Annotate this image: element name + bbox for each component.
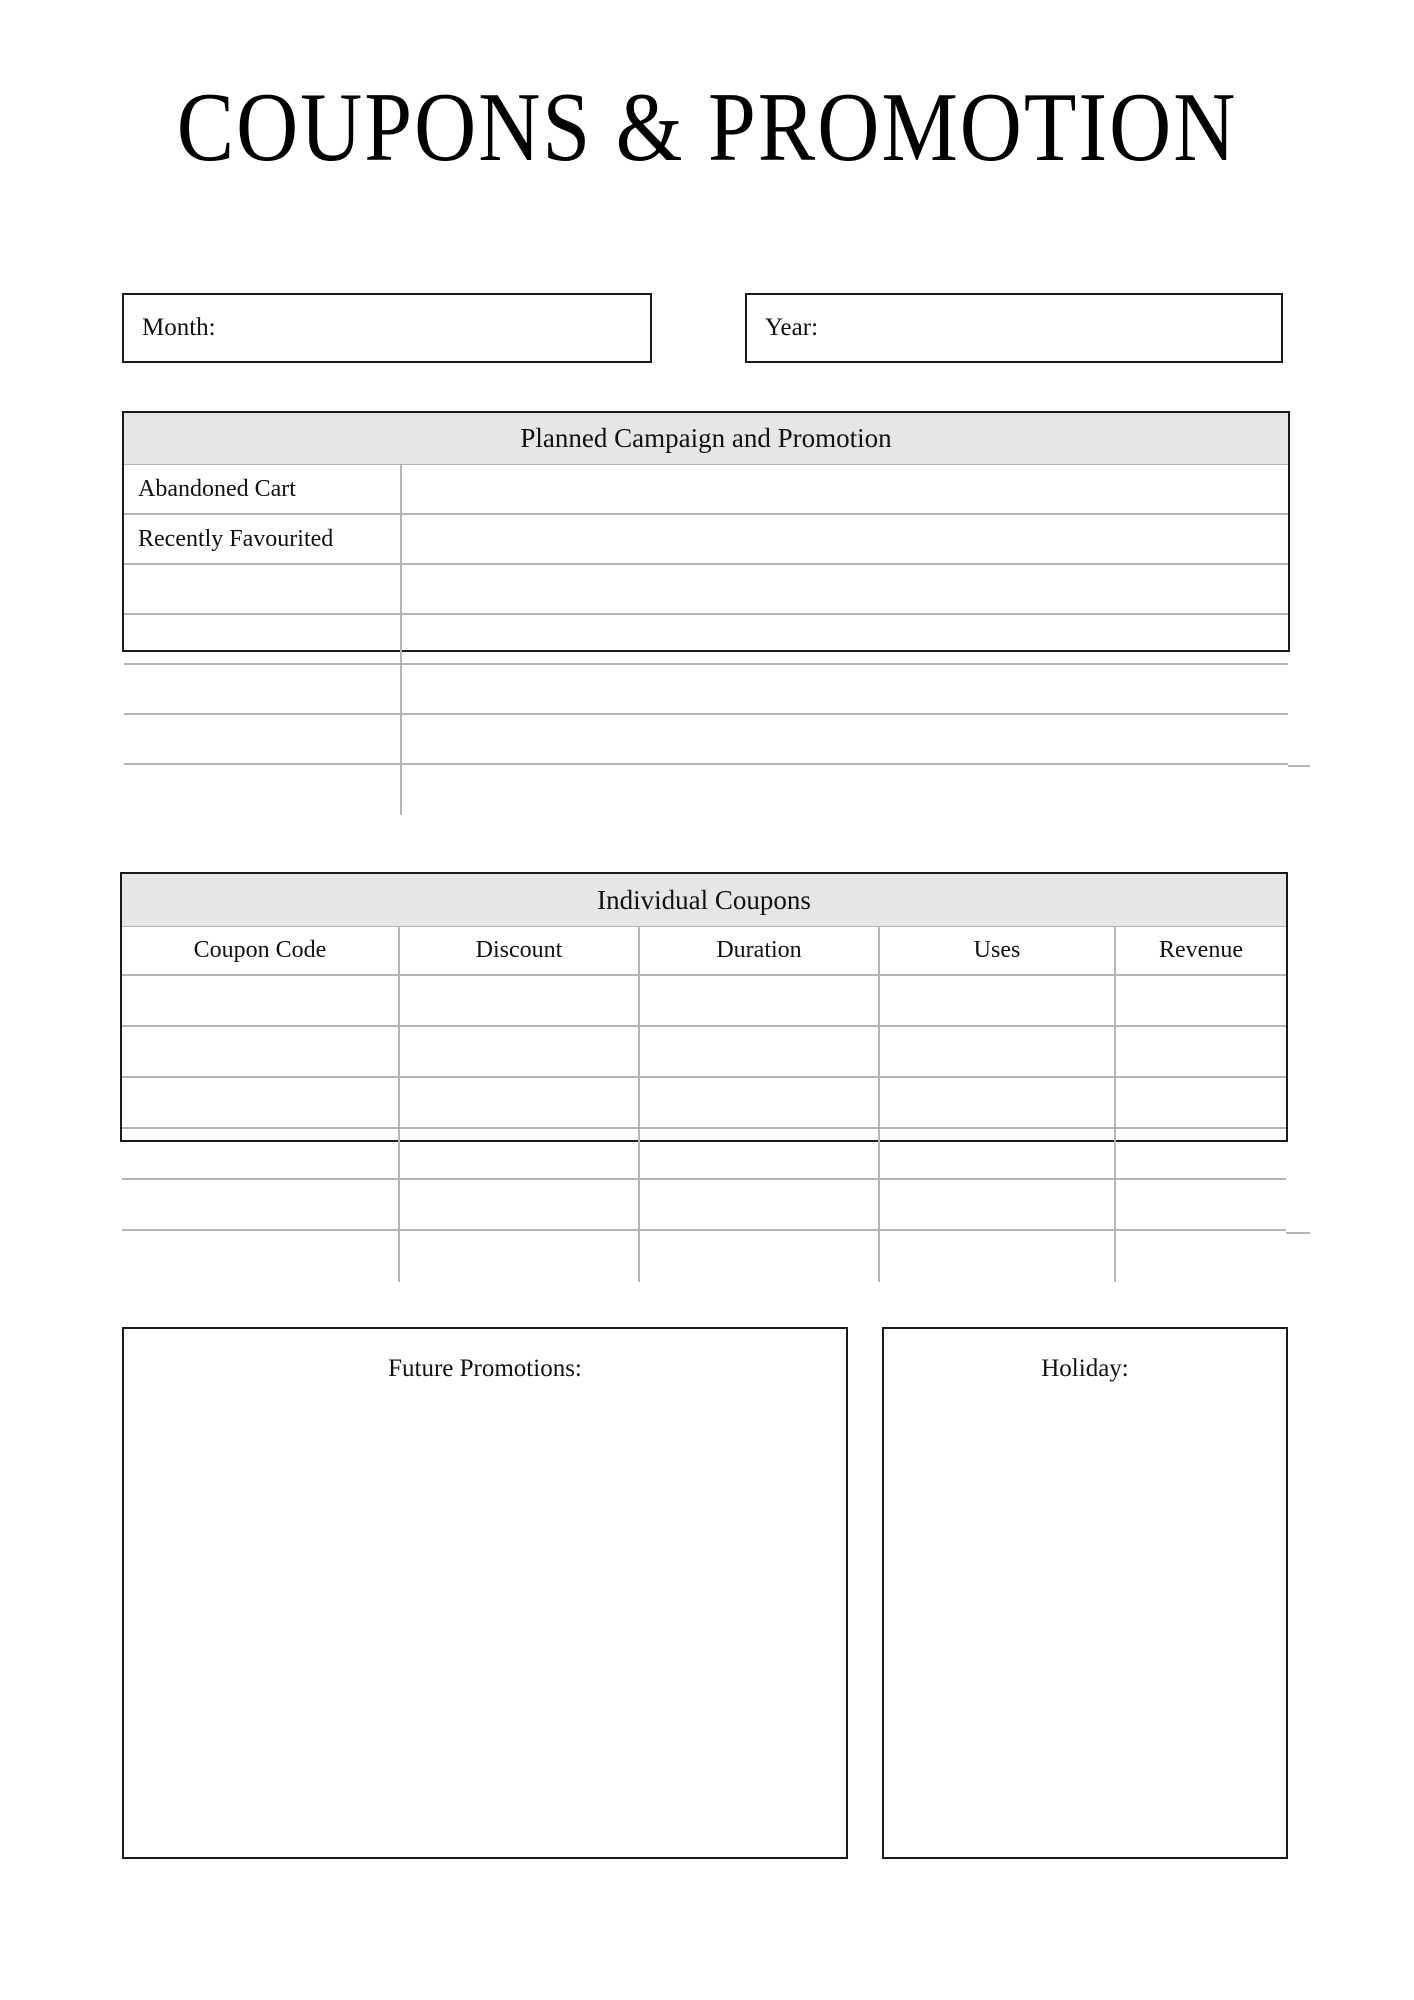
- duration-cell[interactable]: [640, 1027, 880, 1076]
- campaign-value-cell[interactable]: [402, 765, 1288, 815]
- month-field[interactable]: [122, 293, 652, 363]
- column-header-coupon-code: Coupon Code: [122, 927, 400, 974]
- grid-line-overshoot: [1288, 765, 1310, 767]
- table-row[interactable]: [124, 565, 1288, 615]
- uses-cell[interactable]: [880, 1129, 1116, 1178]
- discount-cell[interactable]: [400, 1027, 640, 1076]
- individual-coupons-banner: Individual Coupons: [122, 874, 1286, 927]
- coupon-code-cell[interactable]: [122, 976, 400, 1025]
- table-row[interactable]: [122, 1180, 1286, 1231]
- year-field[interactable]: [745, 293, 1283, 363]
- future-promotions-label: Future Promotions:: [388, 1355, 582, 1382]
- grid-line-overshoot: [1286, 1232, 1310, 1234]
- table-row[interactable]: [124, 615, 1288, 665]
- campaign-label-cell[interactable]: [124, 715, 402, 763]
- table-row[interactable]: [124, 665, 1288, 715]
- uses-cell[interactable]: [880, 1027, 1116, 1076]
- campaign-label-cell[interactable]: [124, 665, 402, 713]
- discount-cell[interactable]: [400, 1078, 640, 1127]
- column-header-uses: Uses: [880, 927, 1116, 974]
- page-title: COUPONS & PROMOTION: [176, 72, 1238, 182]
- table-row[interactable]: [124, 765, 1288, 815]
- table-row[interactable]: [122, 1129, 1286, 1180]
- uses-cell[interactable]: [880, 1231, 1116, 1282]
- individual-coupons-table: [120, 872, 1288, 1142]
- future-promotions-box[interactable]: [122, 1327, 848, 1859]
- campaign-label-cell[interactable]: [124, 565, 402, 613]
- coupon-code-cell[interactable]: [122, 1078, 400, 1127]
- month-field-label: Month:: [142, 314, 216, 341]
- duration-cell[interactable]: [640, 976, 880, 1025]
- duration-cell[interactable]: [640, 1129, 880, 1178]
- table-row[interactable]: [122, 1027, 1286, 1078]
- campaign-label-cell[interactable]: [124, 765, 402, 815]
- uses-cell[interactable]: [880, 1078, 1116, 1127]
- table-row[interactable]: [122, 976, 1286, 1027]
- coupons-header-row: [122, 927, 1286, 976]
- discount-cell[interactable]: [400, 1180, 640, 1229]
- duration-cell[interactable]: [640, 1180, 880, 1229]
- column-header-discount: Discount: [400, 927, 640, 974]
- campaign-value-cell[interactable]: [402, 615, 1288, 663]
- table-row[interactable]: [122, 1078, 1286, 1129]
- campaign-value-cell[interactable]: [402, 565, 1288, 613]
- table-row[interactable]: [122, 1231, 1286, 1282]
- coupon-code-cell[interactable]: [122, 1129, 400, 1178]
- campaign-label-cell[interactable]: Abandoned Cart: [124, 465, 402, 513]
- coupon-code-cell[interactable]: [122, 1180, 400, 1229]
- table-row[interactable]: [124, 715, 1288, 765]
- campaign-label-cell[interactable]: [124, 615, 402, 663]
- campaign-value-cell[interactable]: [402, 515, 1288, 563]
- coupon-code-cell[interactable]: [122, 1027, 400, 1076]
- revenue-cell[interactable]: [1116, 1180, 1286, 1229]
- holiday-label: Holiday:: [1041, 1355, 1129, 1382]
- uses-cell[interactable]: [880, 1180, 1116, 1229]
- planned-campaign-banner: Planned Campaign and Promotion: [124, 413, 1288, 465]
- campaign-label-cell[interactable]: Recently Favourited: [124, 515, 402, 563]
- revenue-cell[interactable]: [1116, 1027, 1286, 1076]
- campaign-value-cell[interactable]: [402, 715, 1288, 763]
- holiday-box[interactable]: [882, 1327, 1288, 1859]
- campaign-value-cell[interactable]: [402, 665, 1288, 713]
- column-header-duration: Duration: [640, 927, 880, 974]
- table-row[interactable]: [124, 515, 1288, 565]
- duration-cell[interactable]: [640, 1078, 880, 1127]
- revenue-cell[interactable]: [1116, 976, 1286, 1025]
- discount-cell[interactable]: [400, 1129, 640, 1178]
- year-field-label: Year:: [765, 314, 819, 341]
- discount-cell[interactable]: [400, 1231, 640, 1282]
- campaign-value-cell[interactable]: [402, 465, 1288, 513]
- revenue-cell[interactable]: [1116, 1078, 1286, 1127]
- uses-cell[interactable]: [880, 976, 1116, 1025]
- duration-cell[interactable]: [640, 1231, 880, 1282]
- table-row[interactable]: [124, 465, 1288, 515]
- coupon-code-cell[interactable]: [122, 1231, 400, 1282]
- discount-cell[interactable]: [400, 976, 640, 1025]
- revenue-cell[interactable]: [1116, 1231, 1286, 1282]
- planned-campaign-table: [122, 411, 1290, 652]
- column-header-revenue: Revenue: [1159, 937, 1243, 963]
- revenue-cell[interactable]: [1116, 1129, 1286, 1178]
